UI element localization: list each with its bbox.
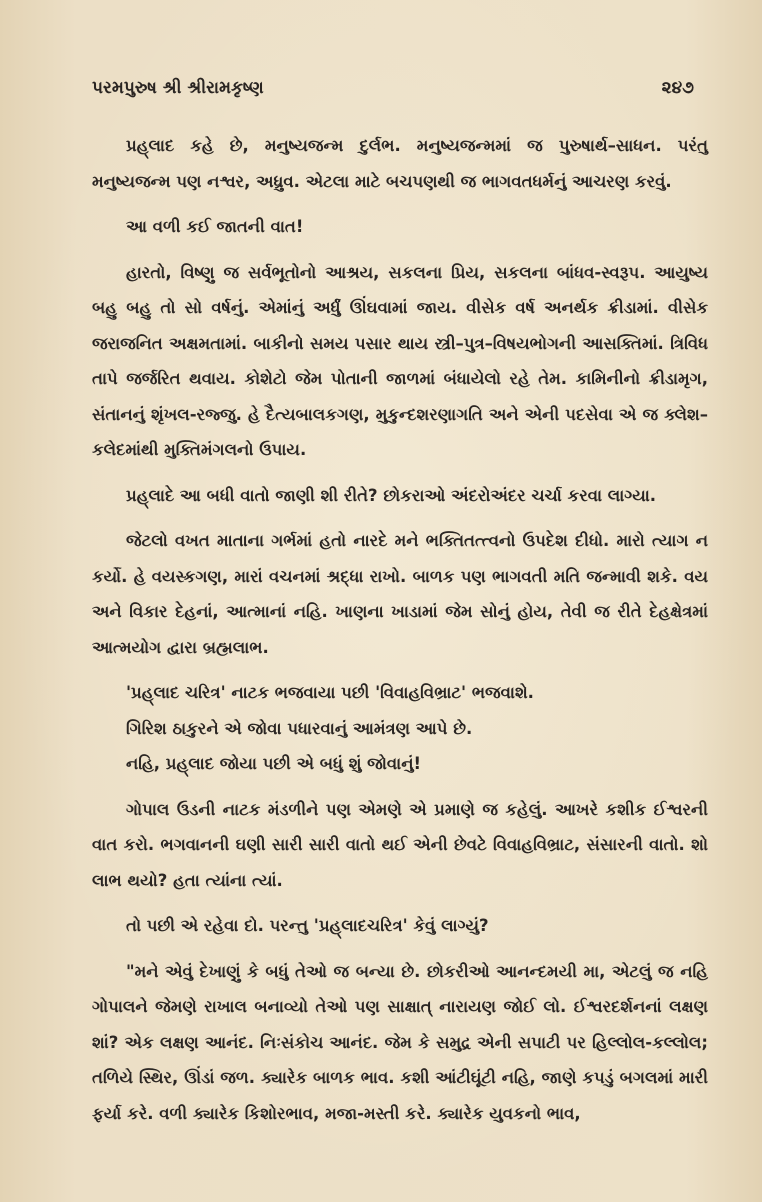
body-text bbox=[92, 128, 708, 1131]
paragraph: નહિ, પ્રહ્‌લાદ જોયા પછી એ બધું શું જોવાનું! bbox=[126, 754, 422, 773]
running-head-title: પરમપુરુષ શ્રી શ્રીરામકૃષ્ણ bbox=[92, 78, 264, 98]
page-number: ૨૪૭ bbox=[661, 78, 694, 98]
paragraph: તો પછી એ રહેવા દો. પરન્તુ 'પ્રહ્‌લાદચરિત્ર' કેવું લાગ્યું? bbox=[126, 916, 489, 935]
paragraph: પ્રહ્‌લાદ કહે છે, મનુષ્યજન્મ દુર્લભ. મનુષ્યજન્મમાં જ પુરુષાર્થ–સાધન. પરંતુ મનુષ્યજન્મ પણ નશ્વર, અધ્રુવ. એટલા માટે બચપણથી જ ભાગવતધર્મનું આચરણ કરવું. bbox=[92, 136, 708, 191]
paragraph: ગોપાલ ઉડની નાટક મંડળીને પણ એમણે એ પ્રમાણે જ કહેલું. આખરે કશીક ઈશ્વરની વાત કરો. ભગવાનની ઘણી સારી સારી વાતો થઈ એની છેવટે વિવાહવિભ્રાટ, સંસારની વાતો. શો લાભ થયો? હતા ત્યાંના ત્યાં. bbox=[92, 799, 708, 890]
paragraph: આ વળી કઈ જાતની વાત! bbox=[126, 217, 304, 236]
paragraph: "મને એવું દેખાણું કે બધું તેઓ જ બન્યા છે. છોકરીઓ આનન્દમયી મા, એટલું જ નહિ ગોપાલને જેમણે રાખાલ બનાવ્યો તેઓ પણ સાક્ષાત્ નારાયણ જોઈ લો. ઈશ્વરદર્શનનાં લક્ષણ શાં? એક લક્ષણ આનંદ. નિઃસંકોચ આનંદ. જેમ કે સમુદ્ર એની સપાટી પર હિલ્લોલ-કલ્લોલ; તળિયે સ્થિર, ઊંડાં જળ. ક્યારેક બાળક ભાવ. કશી આંટીઘૂંટી નહિ, જાણે કપડું બગલમાં મારી ફર્યા કરે. વળી ક્યારેક કિશોરભાવ, મજા-મસ્તી કરે. ક્યારેક યુવકનો ભાવ, bbox=[92, 961, 708, 1123]
paragraph: 'પ્રહ્‌લાદ ચરિત્ર' નાટક ભજવાયા પછી 'વિવાહવિભ્રાટ' ભજવાશે. bbox=[126, 683, 534, 702]
paragraph: હારતો, વિષ્ણુ જ સર્વભૂતોનો આશ્રય, સકલના પ્રિય, સકલના બાંધવ-સ્વરૂપ. આયુષ્ય બહુ બહુ તો સો વર્ષનું. એમાંનું અર્ધું ઊંઘવામાં જાય. વીસેક વર્ષ અનર્થક ક્રીડામાં. વીસેક જરાજનિત અક્ષમતામાં. બાકીનો સમય પસાર થાય સ્ત્રી–પુત્ર–વિષયભોગની આસક્તિમાં. ત્રિવિધ તાપે જર્જરિત થવાય. કોશેટો જેમ પોતાની જાળમાં બંધાયેલો રહે તેમ. કામિનીનો ક્રીડામૃગ, સંતાનનું શૃંખલ-રજ્જુ. હે દૈત્યબાલકગણ, મુકુન્દશરણાગતિ અને એની પદસેવા એ જ ક્લેશ–કલેદમાંથી મુક્તિમંગલનો ઉપાય. bbox=[92, 262, 708, 459]
paragraph: ગિરિશ ઠાકુરને એ જોવા પધારવાનું આમંત્રણ આપે છે. bbox=[126, 718, 473, 738]
paragraph: જેટલો વખત માતાના ગર્ભમાં હતો નારદે મને ભક્તિતત્ત્વનો ઉપદેશ દીધો. મારો ત્યાગ ન કર્યો. હે વયસ્કગણ, મારાં વચનમાં શ્રદ્ધા રાખો. બાળક પણ ભાગવતી મતિ જન્માવી શકે. વય અને વિકાર દેહનાં, આત્માનાં નહિ. ખાણના ખાડામાં જેમ સોનું હોય, તેવી જ રીતે દેહક્ષેત્રમાં આત્મયોગ દ્વારા બ્રહ્મલાભ. bbox=[92, 531, 708, 657]
paragraph: પ્રહ્‌લાદે આ બધી વાતો જાણી શી રીતે? છોકરાઓ અંદરોઅંદર ચર્ચા કરવા લાગ્યા. bbox=[126, 485, 657, 505]
running-head bbox=[92, 78, 708, 98]
